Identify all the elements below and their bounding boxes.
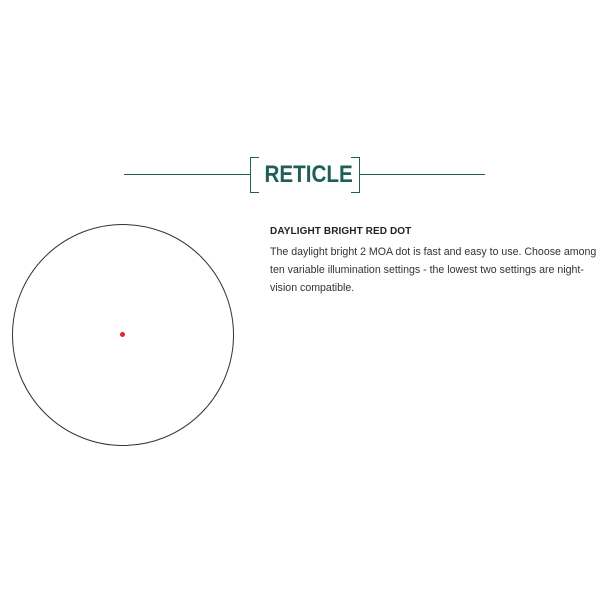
description-title: DAYLIGHT BRIGHT RED DOT <box>270 226 412 237</box>
section-title: RETICLE <box>264 161 353 188</box>
description-body: The daylight bright 2 MOA dot is fast and easy to use. Choose among ten variable illumination settings - the lowest two settings are night-vision compatible. <box>270 246 597 294</box>
title-bracket-right <box>351 157 360 193</box>
header-divider-right <box>359 174 485 175</box>
title-bracket-left <box>250 157 259 193</box>
header-divider-left <box>124 174 250 175</box>
red-dot-icon <box>120 332 125 337</box>
